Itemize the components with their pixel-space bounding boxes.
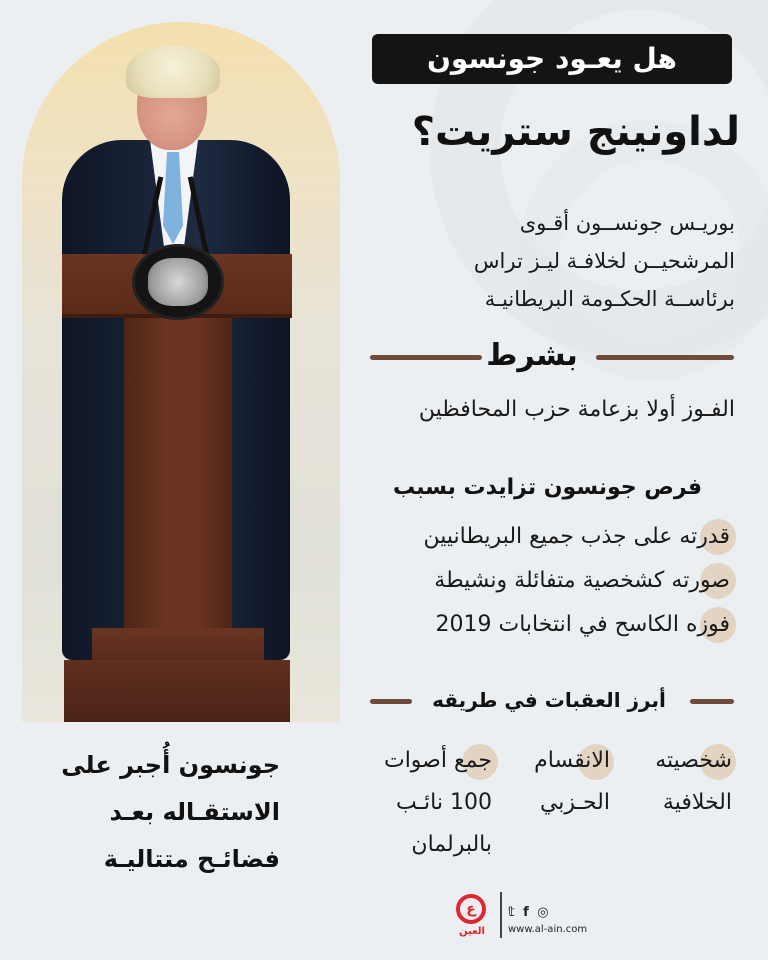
divider-left	[370, 699, 412, 704]
logo-wordmark: العين	[459, 926, 485, 937]
royal-crest-icon	[132, 244, 224, 320]
obstacles-heading: أبرز العقبات في طريقه	[432, 688, 666, 712]
obstacle-column-3	[352, 740, 492, 866]
obstacle-column-2	[500, 740, 610, 824]
condition-text: الفـوز أولا بزعامة حزب المحافظين	[418, 397, 735, 422]
photo-caption	[40, 742, 280, 883]
obstacle-line: جمع أصوات	[383, 748, 492, 773]
chance-item: قدرته على جذب جميع البريطانيين	[423, 524, 730, 549]
caption-line: الاستقـاله بعـد	[109, 798, 280, 826]
obstacle-line: الانقسام	[534, 748, 610, 773]
headline-box: هل يعـود جونسون	[372, 34, 732, 84]
crest-emblem	[148, 258, 208, 306]
al-ain-logo-icon[interactable]: ع	[456, 894, 486, 924]
obstacle-line: بالبرلمان	[411, 832, 492, 857]
obstacle-line: الحـزبي	[539, 790, 610, 815]
footer-divider	[500, 892, 502, 938]
podium-base-upper	[92, 628, 264, 664]
caption-line: جونسون أُجبر على	[61, 751, 280, 779]
intro-paragraph	[350, 204, 735, 318]
obstacle-column-1	[620, 740, 732, 824]
chance-item: فوزه الكاسح في انتخابات 2019	[435, 612, 730, 637]
intro-line: المرشحيــن لخلافـة ليـز تراس	[473, 249, 735, 273]
intro-line: برئاســة الحكـومة البريطانيـة	[484, 287, 735, 311]
chances-heading: فرص جونسون تزايدت بسبب	[392, 475, 702, 500]
website-link[interactable]: www.al-ain.com	[508, 924, 588, 935]
obstacle-line: 100 نائـب	[396, 790, 492, 815]
obstacle-line: شخصيته	[655, 748, 732, 773]
divider-right	[596, 355, 734, 360]
headline-line2: لداونينج ستريت؟	[411, 109, 740, 155]
divider-left	[370, 355, 482, 360]
caption-line: فضائـح متتاليـة	[103, 845, 280, 873]
social-icons[interactable]: 𝕥 f ◎	[508, 905, 551, 920]
podium-body	[124, 318, 232, 648]
chance-item: صورته كشخصية متفائلة ونشيطة	[434, 568, 730, 593]
intro-line: بوريـس جونســون أقـوى	[519, 211, 735, 235]
speaker-hair	[126, 46, 220, 98]
podium-base-lower	[64, 660, 290, 722]
divider-right	[690, 699, 734, 704]
condition-heading: بشرط	[486, 338, 578, 373]
obstacle-line: الخلافية	[662, 790, 732, 815]
